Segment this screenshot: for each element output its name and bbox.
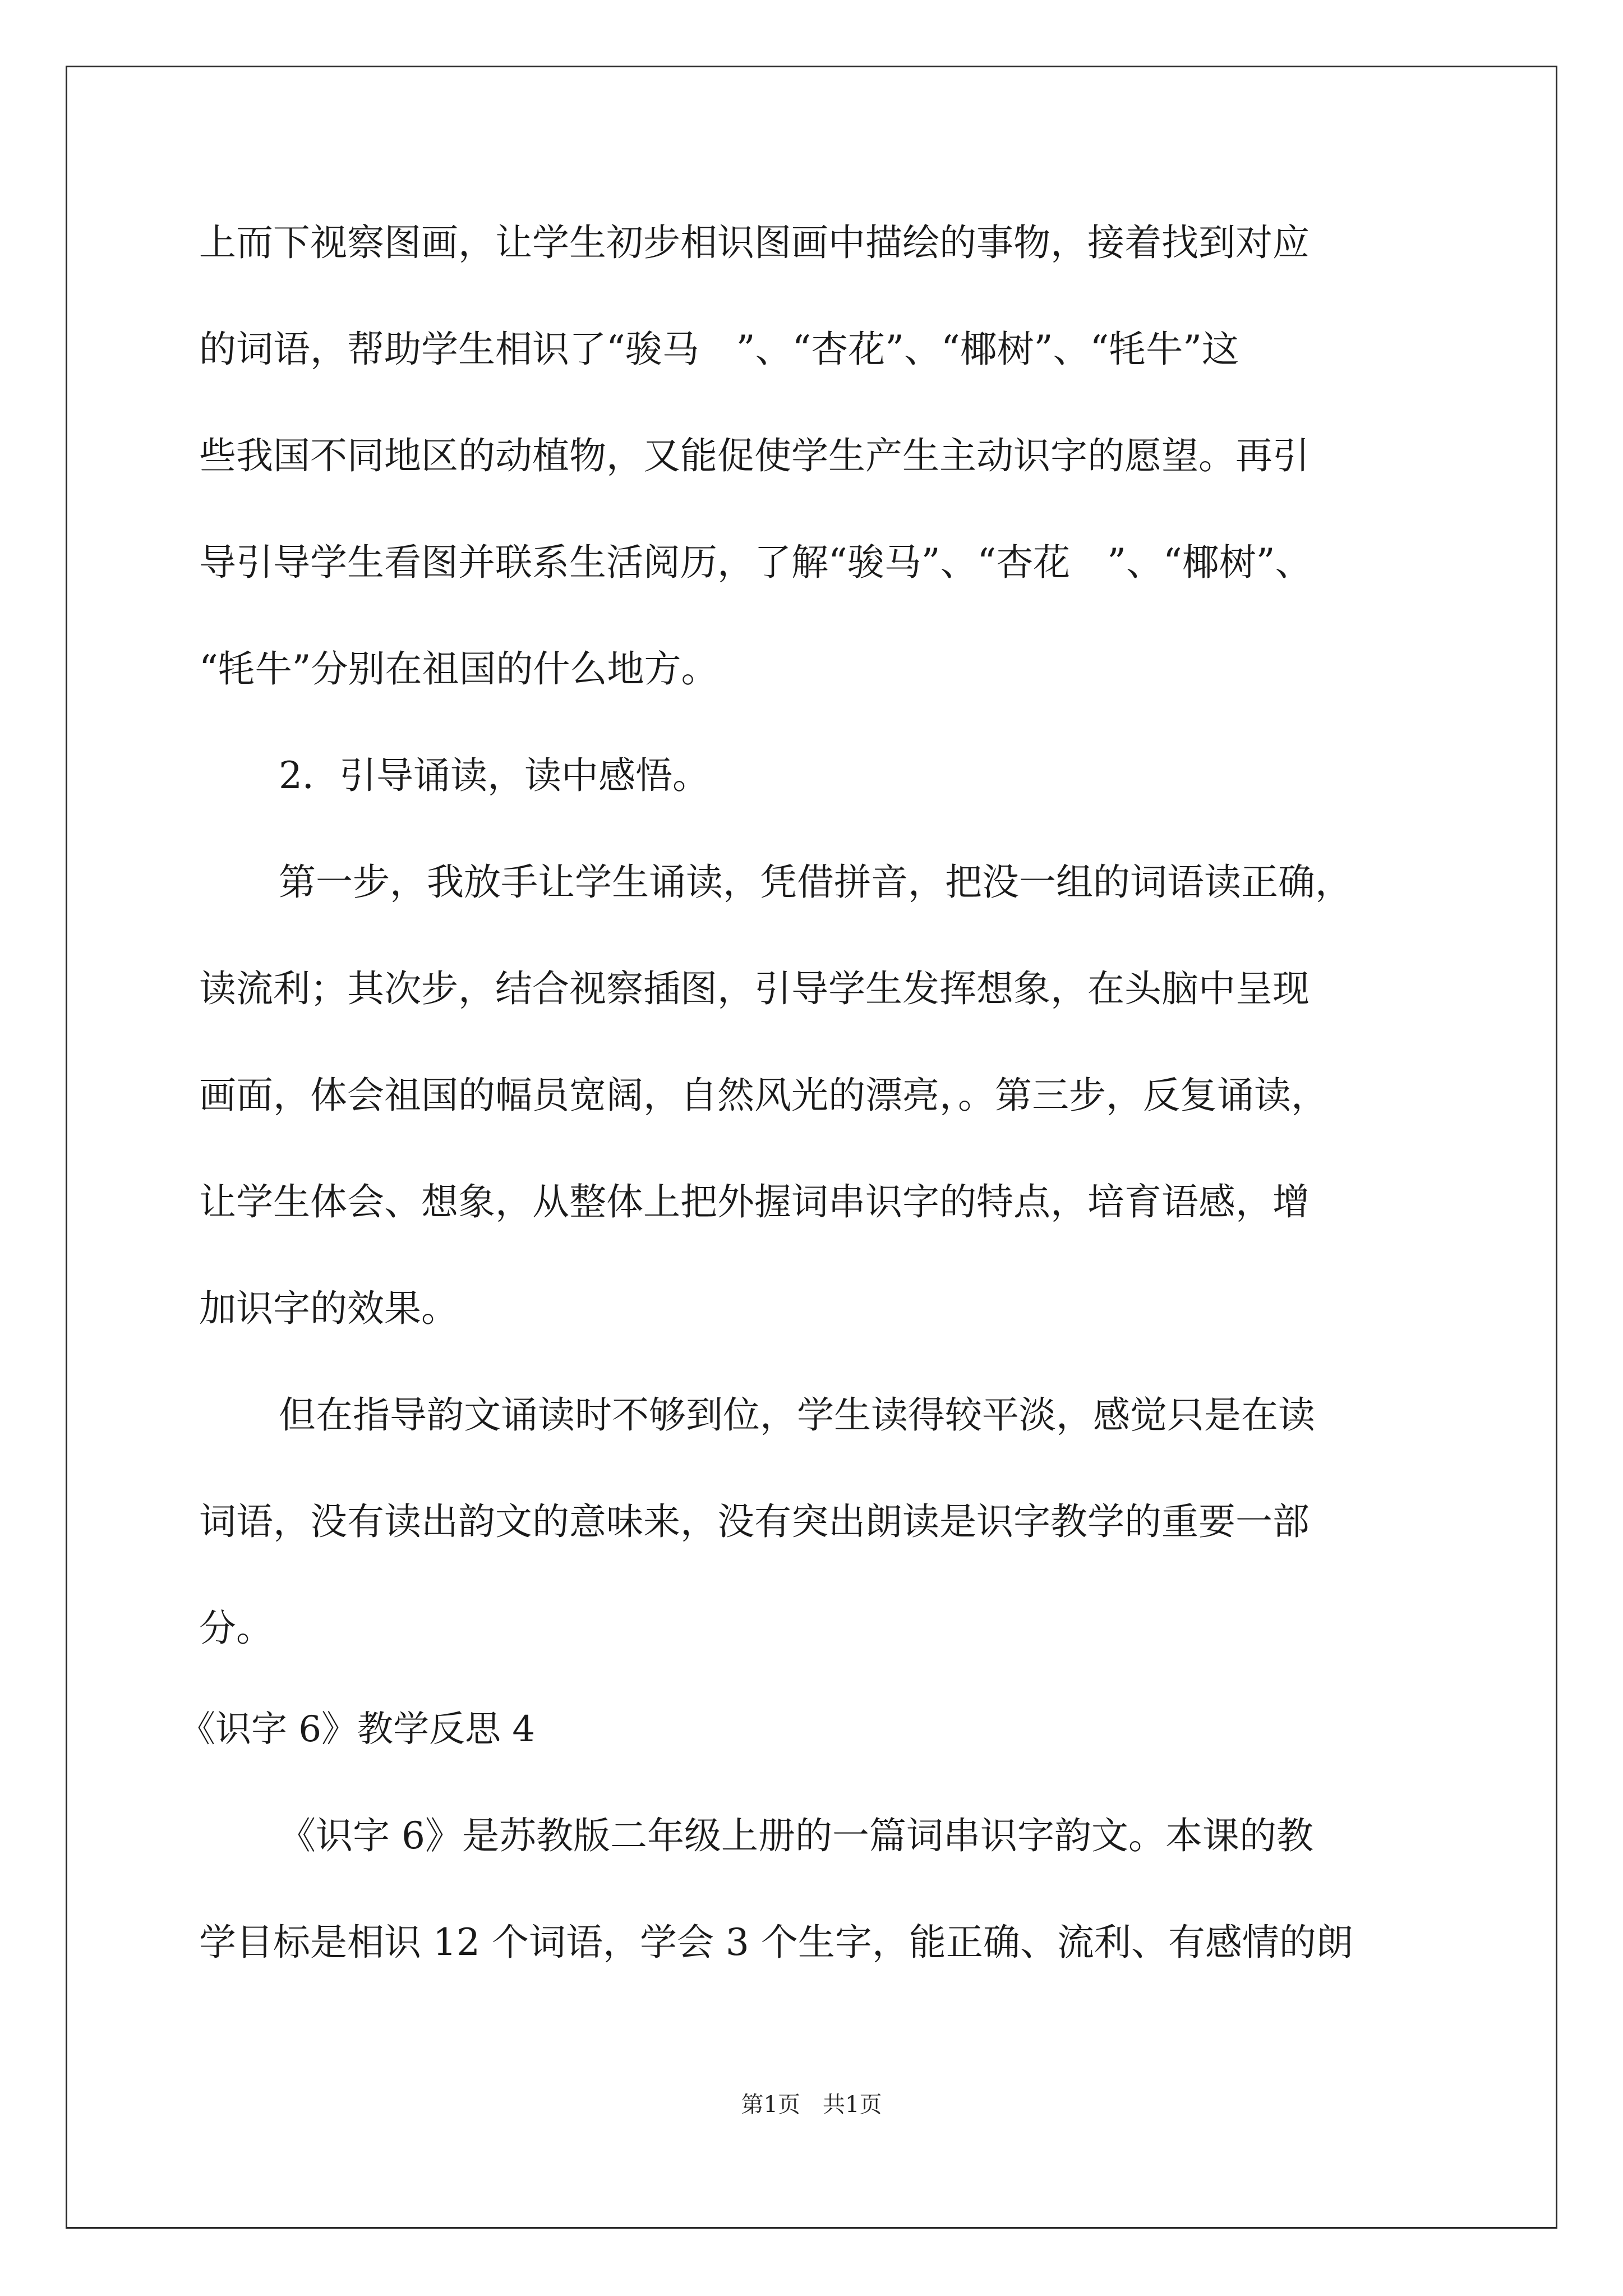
paragraph-line: 2．引导诵读，读中感悟。 [279,754,709,797]
paragraph-line: 词语，没有读出韵文的意味来，没有突出朗读是识字教学的重要一部 [199,1500,1310,1543]
paragraph-line: 读流利；其次步，结合视察插图，引导学生发挥想象，在头脑中呈现 [199,967,1310,1010]
paragraph-line: 让学生体会、想象，从整体上把外握词串识字的特点，培育语感，增 [199,1180,1310,1223]
paragraph-line: 第一步，我放手让学生诵读，凭借拼音，把没一组的词语读正确， [279,861,1352,904]
page-border [66,66,1557,2229]
paragraph-line: 学目标是相识 12 个词语，学会 3 个生字，能正确、流利、有感情的朗 [199,1921,1353,1964]
paragraph-line: 导引导学生看图并联系生活阅历，了解“骏马”、“杏花 ”、“椰树”、 [199,541,1312,584]
paragraph-line: 加识字的效果。 [199,1287,458,1330]
paragraph-line: 的词语，帮助学生相识了“骏马 ”、“杏花”、“椰树”、“牦牛”这 [199,328,1239,371]
paragraph-line: 分。 [199,1607,273,1650]
paragraph-line: 画面，体会祖国的幅员宽阔，自然风光的漂亮，。第三步，反复诵读， [199,1074,1328,1117]
paragraph-line: 上而下视察图画，让学生初步相识图画中描绘的事物，接着找到对应 [199,221,1310,264]
paragraph-line: 些我国不同地区的动植物，又能促使学生产生主动识字的愿望。再引 [199,434,1310,477]
paragraph-line: 但在指导韵文诵读时不够到位，学生读得较平淡，感觉只是在读 [279,1393,1315,1437]
page-footer: 第1页 共1页 [741,2092,882,2118]
paragraph-line: 《识字 6》是苏教版二年级上册的一篇词串识字韵文。本课的教 [279,1814,1313,1857]
section-heading: 《识字 6》教学反思 4 [179,1709,536,1750]
paragraph-line: “牦牛”分别在祖国的什么地方。 [199,647,718,691]
